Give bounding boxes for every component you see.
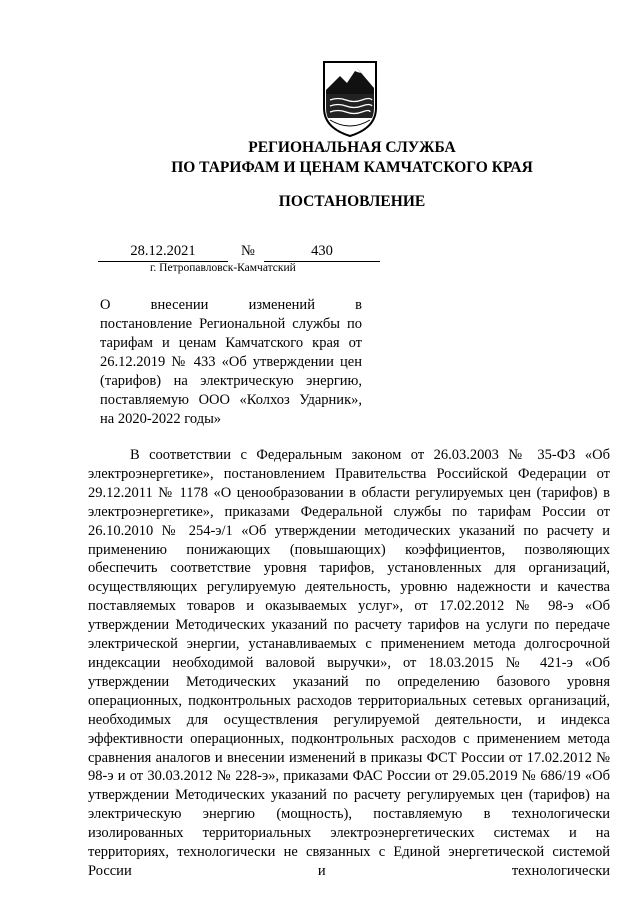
organization-name-line2: ПО ТАРИФАМ И ЦЕНАМ КАМЧАТСКОГО КРАЯ [171,159,533,176]
document-subject [100,296,362,429]
organization-name-line1: РЕГИОНАЛЬНАЯ СЛУЖБА [248,139,456,156]
subject-text: постановление Региональной службы по тарифам и ценам Камчатского края от 26.12.2019 № 433 «Об утверждении цен (тарифов) на электрическую энергию, поставляемую ООО «Колхоз Ударник», на 2020-2022 годы» [100,316,362,427]
kamchatka-coat-of-arms-icon [320,58,380,138]
subject-first-line: О внесении изменений в [100,297,362,313]
document-date: 28.12.2021 [98,243,228,262]
issue-place: г. Петропавловск-Камчатский [150,262,296,274]
document-number: 430 [264,243,380,262]
body-paragraph: В соответствии с Федеральным законом от 26.03.2003 № 35-ФЗ «Об электроэнергетике», постановлением Правительства Российской Федерации от 29.12.2011 № 1178 «О ценообразовании в области регулируемых цен (тарифов) в электроэнергетике», приказами Федеральной службы по тарифам России от 26.10.2010 № 254-э/1 «Об утверждении методических указаний по расчету и применению понижающих (повышающих) коэффициентов, позволяющих обеспечить соответствие уровня тарифов, установленных для организаций, осуществляющих регулируемую деятельность, уровню надежности и качества поставляемых товаров и оказываемых услуг», от 17.02.2012 № 98-э «Об утверждении Методических указаний по расчету тарифов на услуги по передаче электрической энергии, устанавливаемых с применением метода долгосрочной индексации необходимой валовой выручки», от 18.03.2015 № 421-э «Об утверждении Методических указаний по определению базового уровня операционных, подконтрольных расходов территориальных сетевых организаций, необходимых для осуществления регулируемой деятельности, и индекса эффективности операционных, подконтрольных расходов с применением метода сравнения аналогов и внесении изменений в приказы ФСТ России от 17.02.2012 № 98-э и от 30.03.2012 № 228-э», приказами ФАС России от 29.05.2019 № 686/19 «Об утверждении Методических указаний по расчету регулируемых цен (тарифов) на электрическую энергию (мощность), поставляемую в технологически изолированных территориальных электроэнергетических системах и на территориях, технологически не связанных с Единой энергетической системой России и технологически [88,447,610,879]
document-type-title: ПОСТАНОВЛЕНИЕ [278,193,426,210]
number-sign: № [241,243,255,259]
document-body [88,446,610,881]
